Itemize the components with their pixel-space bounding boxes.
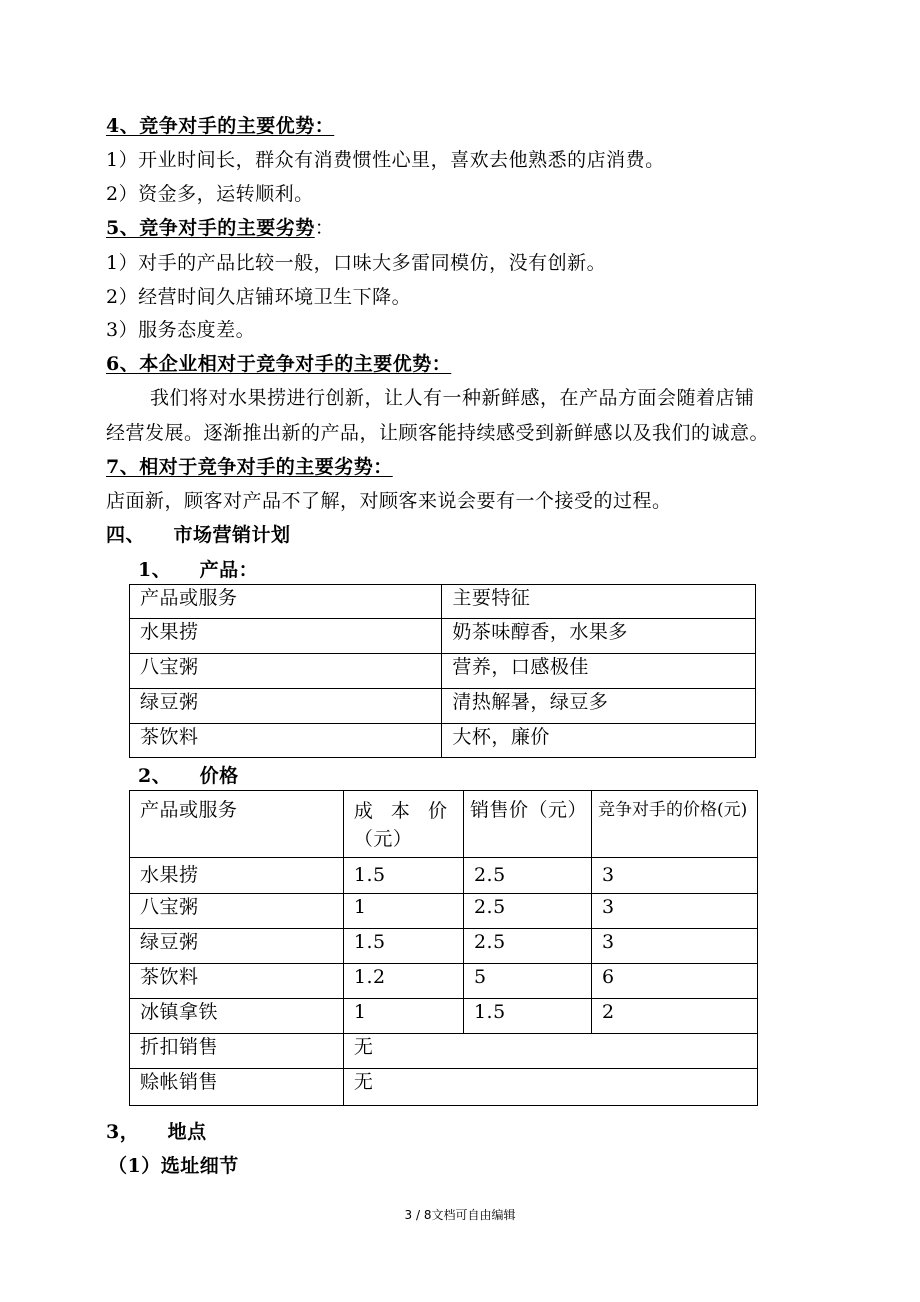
table-row <box>130 894 758 929</box>
section-5-item-1: 1）对手的产品比较一般，口味大多雷同模仿，没有创新。 <box>106 252 607 274</box>
table-header-cell: 产品或服务 <box>130 585 442 619</box>
table-cell: 绿豆粥 <box>130 929 344 964</box>
section-4-item-2: 2）资金多，运转顺利。 <box>106 183 314 205</box>
table-cell: 茶饮料 <box>130 724 442 758</box>
part-4-title: 四、 市场营销计划 <box>106 524 291 546</box>
table-header-cell <box>343 791 463 858</box>
table-header-row <box>130 791 758 858</box>
table-cell: 赊帐销售 <box>130 1069 344 1106</box>
table-row <box>130 1034 758 1069</box>
table-cell: 2 <box>591 999 757 1034</box>
table-header-cell: 销售价（元） <box>463 791 591 858</box>
table-row <box>130 724 756 758</box>
table-cell: 折扣销售 <box>130 1034 344 1069</box>
table-cell: 绿豆粥 <box>130 689 442 724</box>
price-table <box>129 790 758 1106</box>
section-5-item-2: 2）经营时间久店铺环境卫生下降。 <box>106 286 412 308</box>
table-header-cell: 主要特征 <box>442 585 756 619</box>
table-cell: 水果捞 <box>130 619 442 654</box>
section-6-paragraph-line-2: 经营发展。逐渐推出新的产品，让顾客能持续感受到新鲜感以及我们的诚意。 <box>106 422 770 444</box>
table-cell: 2.5 <box>463 929 591 964</box>
cost-price-label: 成 本 价 <box>353 800 453 822</box>
table-cell: 茶饮料 <box>130 964 344 999</box>
table-cell: 1.5 <box>343 858 463 894</box>
table-cell: 水果捞 <box>130 858 344 894</box>
section-4-item-1: 1）开业时间长，群众有消费惯性心里，喜欢去他熟悉的店消费。 <box>106 149 665 171</box>
table-row <box>130 654 756 689</box>
section-4-title: 4、竞争对手的主要优势： <box>106 115 335 137</box>
table-cell: 营养，口感极佳 <box>442 654 756 689</box>
table-cell: 1 <box>343 894 463 929</box>
table-cell: 5 <box>463 964 591 999</box>
section-7-text: 店面新，顾客对产品不了解，对顾客来说会要有一个接受的过程。 <box>106 490 672 512</box>
table-cell: 1.2 <box>343 964 463 999</box>
table-cell: 清热解暑，绿豆多 <box>442 689 756 724</box>
table-row <box>130 964 758 999</box>
product-table <box>129 584 756 758</box>
section-5-title: 5、竞争对手的主要劣势： <box>106 217 335 239</box>
section-6-title: 6、本企业相对于竞争对手的主要优势： <box>106 353 452 375</box>
table-cell: 大杯，廉价 <box>442 724 756 758</box>
table-cell: 无 <box>343 1034 757 1069</box>
table-row <box>130 929 758 964</box>
subsection-3-1-title: （1）选址细节 <box>108 1155 239 1177</box>
table-cell: 无 <box>343 1069 757 1106</box>
table-cell: 2.5 <box>463 858 591 894</box>
table-cell: 1.5 <box>343 929 463 964</box>
table-cell: 2.5 <box>463 894 591 929</box>
table-cell: 3 <box>591 929 757 964</box>
table-cell: 八宝粥 <box>130 654 442 689</box>
table-cell: 冰镇拿铁 <box>130 999 344 1034</box>
section-7-title: 7、相对于竞争对手的主要劣势： <box>106 456 393 478</box>
table-row <box>130 858 758 894</box>
table-row <box>130 689 756 724</box>
table-cell: 3 <box>591 858 757 894</box>
cost-price-unit: （元） <box>353 828 413 850</box>
table-cell: 1 <box>343 999 463 1034</box>
section-6-paragraph-line-1: 我们将对水果捞进行创新，让人有一种新鲜感，在产品方面会随着店铺 <box>150 387 755 409</box>
subsection-1-title: 1、 产品： <box>138 559 259 581</box>
section-5-item-3: 3）服务态度差。 <box>106 319 256 341</box>
subsection-2-title: 2、 价格 <box>138 765 239 787</box>
table-header-cell: 产品或服务 <box>130 791 344 858</box>
table-header-cell: 竞争对手的价格(元) <box>591 791 757 858</box>
table-cell: 1.5 <box>463 999 591 1034</box>
table-cell: 奶茶味醇香，水果多 <box>442 619 756 654</box>
table-cell: 6 <box>591 964 757 999</box>
subsection-3-title: 3， 地点 <box>106 1121 207 1143</box>
table-row <box>130 619 756 654</box>
page-footer: 3 / 8文档可自由编辑 <box>404 1208 516 1222</box>
table-row <box>130 1069 758 1106</box>
table-cell: 3 <box>591 894 757 929</box>
table-cell: 八宝粥 <box>130 894 344 929</box>
table-header-row <box>130 585 756 619</box>
table-row <box>130 999 758 1034</box>
